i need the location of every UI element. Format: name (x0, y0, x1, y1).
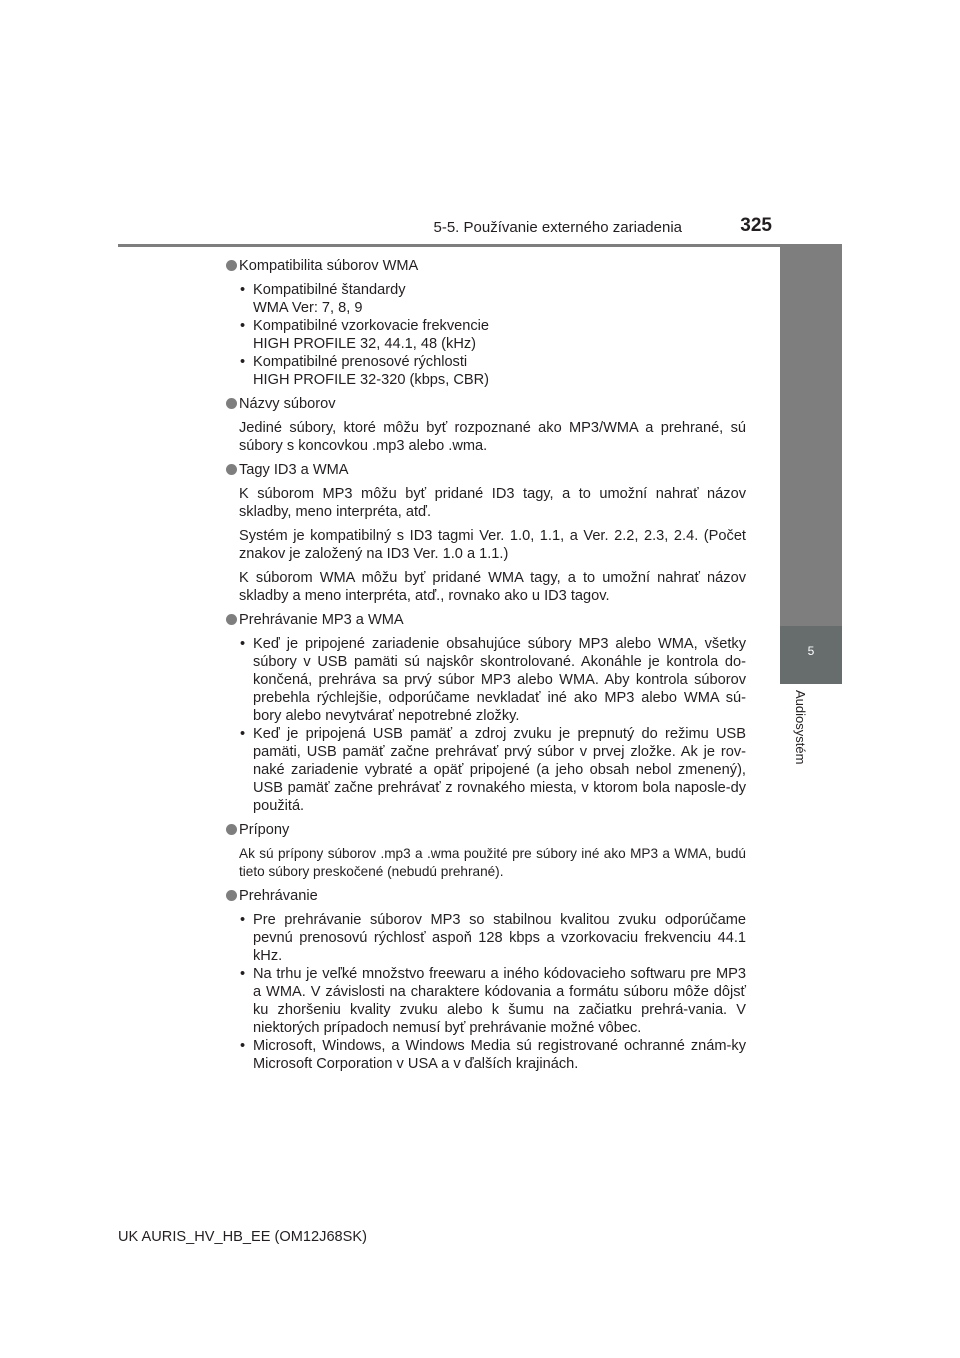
list-item (239, 353, 746, 389)
paragraph: K súborom WMA môžu byť pridané WMA tagy, a to umožní nahrať názov skladby a meno interpréta, atď., rovnako ako u ID3 tagov. (239, 570, 746, 604)
section-heading (226, 461, 746, 479)
paragraph: Systém je kompatibilný s ID3 tagmi Ver. 1.0, 1.1, a Ver. 2.2, 2.3, 2.4. (Počet znakov je založený na ID3 Ver. 1.0 a 1.1.) (239, 528, 746, 562)
section-heading-text: Prípony (239, 822, 290, 838)
page-number: 325 (740, 215, 772, 236)
chapter-tab-bar (780, 244, 842, 626)
list-item (239, 1037, 746, 1073)
list-item-text: Pre prehrávanie súborov MP3 so stabilnou kvalitou zvuku odporúčame pevnú prenosovú rýchlosť aspoň 128 kbps a vzorkovaciu frekvenciu 44.1 kHz. (253, 912, 746, 964)
section-heading (226, 395, 746, 413)
section-heading (226, 611, 746, 629)
list-item (239, 965, 746, 1037)
bullet-circle-icon (226, 614, 237, 625)
list-item (239, 911, 746, 965)
bullet-list (239, 281, 746, 389)
section-heading (226, 257, 746, 275)
bullet-list (239, 911, 746, 1073)
chapter-label: Audiosystém (793, 690, 808, 765)
list-item-text: Microsoft, Windows, a Windows Media sú registrované ochranné znám-ky Microsoft Corporation v USA a v ďalších krajinách. (253, 1038, 746, 1072)
footer-code: UK AURIS_HV_HB_EE (OM12J68SK) (118, 1229, 367, 1245)
list-item (239, 635, 746, 725)
section-heading-text: Prehrávanie (239, 888, 318, 904)
chapter-number: 5 (780, 626, 842, 684)
section (226, 821, 746, 881)
bullet-list (239, 635, 746, 815)
section-heading (226, 821, 746, 839)
list-item (239, 725, 746, 815)
section (226, 257, 746, 389)
bullet-circle-icon (226, 464, 237, 475)
list-item (239, 317, 746, 353)
section (226, 395, 746, 455)
section-heading-text: Kompatibilita súborov WMA (239, 258, 419, 274)
section-title: 5-5. Používanie externého zariadenia (433, 219, 682, 236)
section-heading-text: Tagy ID3 a WMA (239, 462, 349, 478)
chapter-tab[interactable] (780, 244, 842, 684)
list-item-value: HIGH PROFILE 32-320 (kbps, CBR) (253, 372, 490, 388)
list-item-text: Na trhu je veľké množstvo freewaru a iného kódovacieho softwaru pre MP3 a WMA. V závislosti na charaktere kódovania a formátu súboru môže dôjsť ku zhoršeniu kvality zvuku alebo k šumu na začiatku prehrá-vania. V niektorých prípadoch nemusí byť prehrávanie možné vôbec. (253, 966, 746, 1036)
section-heading (226, 887, 746, 905)
page-content (226, 257, 746, 1079)
list-item-value: HIGH PROFILE 32, 44.1, 48 (kHz) (253, 336, 477, 352)
list-item (239, 281, 746, 317)
bullet-circle-icon (226, 824, 237, 835)
bullet-circle-icon (226, 890, 237, 901)
section (226, 461, 746, 605)
section-heading-text: Prehrávanie MP3 a WMA (239, 612, 404, 628)
section (226, 887, 746, 1073)
paragraph: Jediné súbory, ktoré môžu byť rozpoznané ako MP3/WMA a prehrané, sú súbory s koncovkou .mp3 alebo .wma. (239, 420, 746, 454)
list-item-text: Kompatibilné prenosové rýchlosti (253, 354, 468, 370)
bullet-circle-icon (226, 260, 237, 271)
list-item-text: Kompatibilné štandardy (253, 282, 406, 298)
header-rule (118, 244, 840, 247)
section (226, 611, 746, 815)
list-item-text: Kompatibilné vzorkovacie frekvencie (253, 318, 490, 334)
section-heading-text: Názvy súborov (239, 396, 336, 412)
paragraph: K súborom MP3 môžu byť pridané ID3 tagy, a to umožní nahrať názov skladby, meno interpréta, atď. (239, 486, 746, 520)
list-item-text: Keď je pripojené zariadenie obsahujúce súbory MP3 alebo WMA, všetky súbory v USB pamäti sú najskôr skontrolované. Akonáhle je kontrola do-končená, prehráva sa prvý súbor MP3 alebo WMA. Aby kontrola súborov prebehla rýchlejšie, odporúčame nevkladať iné ako MP3 alebo WMA sú-bory alebo nevytvárať nepotrebné zložky. (253, 636, 746, 724)
list-item-value: WMA Ver: 7, 8, 9 (253, 300, 363, 316)
paragraph: Ak sú prípony súborov .mp3 a .wma použité pre súbory iné ako MP3 a WMA, budú tieto súbory preskočené (nebudú prehrané). (239, 846, 746, 879)
list-item-text: Keď je pripojená USB pamäť a zdroj zvuku je prepnutý do režimu USB pamäti, USB pamäť začne prehrávať prvý súbor v prvej zložke. Ak je rov-naké zariadenie vybraté a opäť pripojené (a jeho obsah nebol zmenený), USB pamäť začne prehrávať z rovnakého miesta, v ktorom bola naposle-dy použitá. (253, 726, 746, 814)
bullet-circle-icon (226, 398, 237, 409)
